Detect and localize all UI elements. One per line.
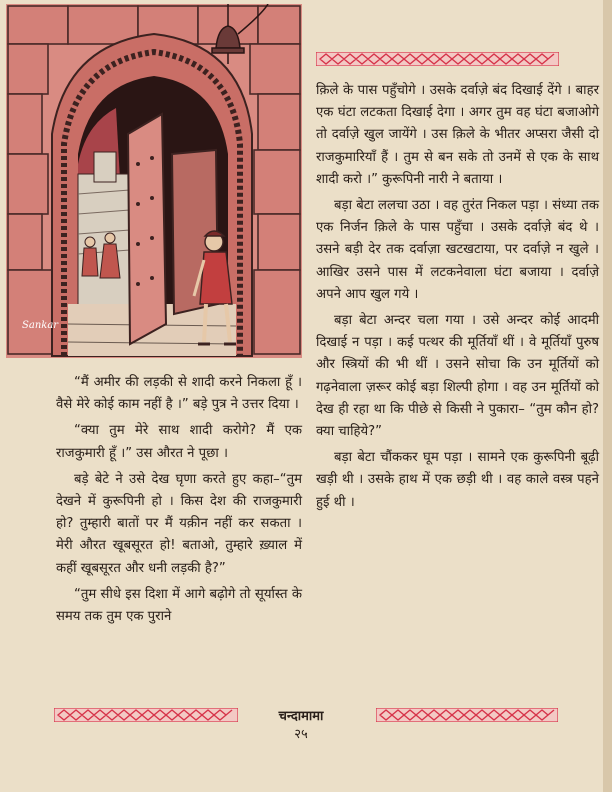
paragraph: “तुम सीधे इस दिशा में आगे बढ़ोगे तो सूर्यास्त के समय तक तुम एक पुराने — [56, 586, 302, 625]
page-number: २५ — [294, 727, 308, 742]
page-spine — [603, 0, 612, 792]
castle-gate-illustration — [6, 4, 302, 358]
paragraph: बड़े बेटे ने उसे देख घृणा करते हुए कहा–“तुम देखने में कुरूपिनी हो । किस देश की राजकुमारी हो? तुम्हारी बातों पर मैं यक़ीन नहीं कर सकता । मेरी औरत खूबसूरत हो! बताओ, तुम्हारे ख़्याल में कहीं खूबसूरत और धनी लड़की है?” — [56, 471, 302, 576]
decorative-border-footer-right-art — [376, 708, 558, 722]
paragraph: क़िले के पास पहुँचोगे । उसके दर्वाज़े बंद दिखाई देंगे । बाहर एक घंटा लटकता दिखाई देगा । अगर तुम वह घंटा बजाओगे तो दर्वाज़े खुल जायेंगे । उस क़िले के भीतर अप्सरा जैसी दो राजकुमारियाँ हैं । तुम से बन सके तो उनमें से एक के साथ शादी करो ।” कुरूपिनी नारी ने बताया । — [316, 83, 599, 187]
decorative-border-top — [316, 52, 559, 66]
illustration-art — [6, 4, 302, 358]
paragraph: “मैं अमीर की लड़की से शादी करने निकला हूँ । वैसे मेरे कोई काम नहीं है ।” बड़े पुत्र ने उत्तर दिया । — [56, 375, 302, 413]
paragraph: बड़ा बेटा अन्दर चला गया । उसे अन्दर कोई आदमी दिखाई न पड़ा । कई पत्थर की मूर्तियाँ थीं । वे मूर्तियाँ पुरुष और स्त्रियों की भी थीं । उसने सोचा कि उन मूर्तियों को गढ़नेवाला ज़रूर कोई बड़ा शिल्पी होगा । वह उन मूर्तियों को देख ही रहा था कि पीछे से किसी ने पुकारा– “तुम कौन हो? क्या चाहिये?” — [316, 313, 599, 440]
decorative-border-footer-left — [54, 708, 238, 722]
paragraph: “क्या तुम मेरे साथ शादी करोगे? मैं एक राजकुमारी हूँ ।” उस औरत ने पूछा । — [56, 423, 302, 461]
left-column — [56, 372, 302, 632]
magazine-title: चन्दामामा — [278, 709, 324, 724]
decorative-border-footer-left-art — [54, 708, 238, 722]
decorative-border-footer-right — [376, 708, 558, 722]
paragraph: बड़ा बेटा चौंककर घूम पड़ा । सामने एक कुरूपिनी बूढ़ी खड़ी थी । उसके हाथ में एक छड़ी थी । वह काले वस्त्र पहने हुई थी । — [316, 450, 599, 510]
right-column — [316, 80, 599, 518]
decorative-border-top-art — [316, 52, 559, 66]
artist-signature: Sankar — [22, 320, 59, 331]
paragraph: बड़ा बेटा ललचा उठा । वह तुरंत निकल पड़ा । संध्या तक एक निर्जन क़िले के पास पहुँचा । उसके दर्वाज़े बंद थे । उसने बड़ी देर तक दर्वाज़ा खटखटाया, पर दर्वाज़े न खुले । आखिर उसने पास में लटकनेवाला घंटा बजाया । दर्वाज़े अपने आप खुल गये । — [316, 198, 599, 302]
